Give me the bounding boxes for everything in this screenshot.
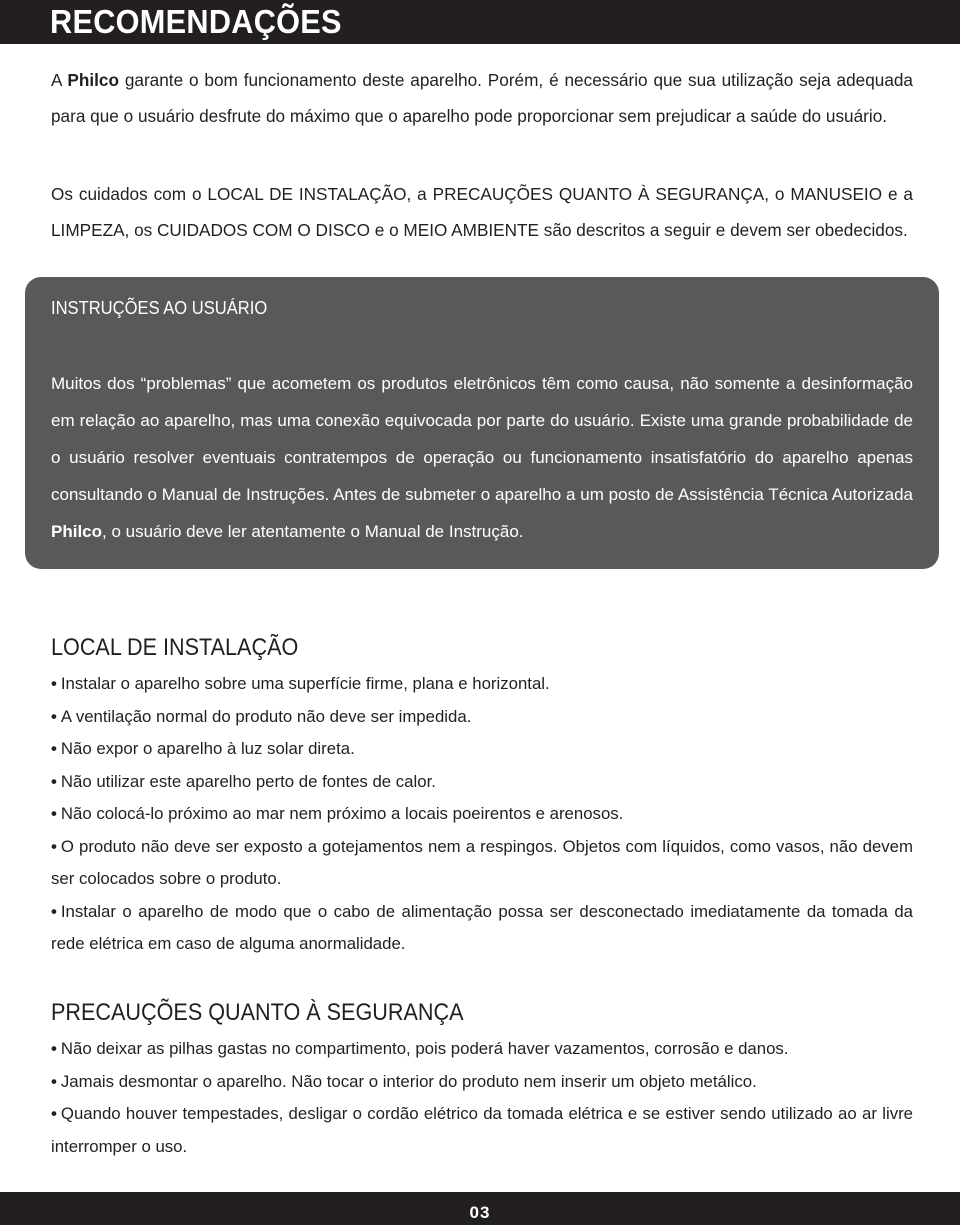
bullet-icon: •	[51, 836, 57, 856]
list-item-text: A ventilação normal do produto não deve ser impedida.	[60, 706, 472, 726]
list-item	[51, 701, 913, 734]
list-item-text: Quando houver tempestades, desligar o cordão elétrico da tomada elétrica e se estiver sendo utilizado ao ar livre interromper o uso.	[51, 1104, 913, 1156]
user-instructions-text	[51, 365, 913, 550]
bullet-icon: •	[51, 674, 57, 693]
page-title: RECOMENDAÇÕES	[50, 3, 342, 40]
brand-name: Philco	[51, 522, 103, 541]
user-instructions-title: INSTRUÇÕES AO USUÁRIO	[51, 298, 268, 318]
list-item-text: Não colocá-lo próximo ao mar nem próximo a locais poeirentos e arenosos.	[60, 804, 624, 823]
safety-list	[51, 1033, 913, 1163]
list-item	[51, 1066, 913, 1099]
installation-list	[51, 668, 913, 961]
bullet-icon: •	[51, 739, 57, 758]
bullet-icon: •	[51, 1071, 57, 1091]
bullet-icon: •	[51, 901, 57, 921]
list-item	[51, 798, 913, 831]
list-item	[51, 1098, 913, 1163]
list-item-text: Não expor o aparelho à luz solar direta.	[60, 739, 355, 758]
list-item-text: Jamais desmontar o aparelho. Não tocar o interior do produto nem inserir um objeto metálico.	[60, 1071, 757, 1091]
installation-title: LOCAL DE INSTALAÇÃO	[51, 634, 299, 661]
intro-text-start: A	[51, 70, 68, 90]
list-item-text: Instalar o aparelho de modo que o cabo de alimentação possa ser desconectado imediatamente da tomada da rede elétrica em caso de alguma anormalidade.	[51, 901, 913, 953]
list-item	[51, 766, 913, 799]
safety-title: PRECAUÇÕES QUANTO À SEGURANÇA	[51, 999, 464, 1026]
intro-paragraph-2: Os cuidados com o LOCAL DE INSTALAÇÃO, a PRECAUÇÕES QUANTO À SEGURANÇA, o MANUSEIO e a LIMPEZA, os CUIDADOS COM O DISCO e o MEIO AMBIENTE são descritos a seguir e devem ser obedecidos.	[51, 184, 913, 240]
bullet-icon: •	[51, 706, 57, 726]
list-item	[51, 1033, 913, 1066]
bullet-icon: •	[51, 1039, 57, 1058]
user-instructions-text-start: Muitos dos “problemas” que acometem os produtos eletrônicos têm como causa, não somente a desinformação em relação ao aparelho, mas uma conexão equivocada por parte do usuário. Existe uma grande probabilidade de o usuário resolver eventuais contratempos de operação ou funcionamento insatisfatório do aparelho apenas consultando o Manual de Instruções. Antes de submeter o aparelho a um posto de Assistência Técnica Autorizada	[51, 374, 913, 504]
bullet-icon: •	[51, 771, 57, 791]
intro-text-end: garante o bom funcionamento deste aparelho. Porém, é necessário que sua utilização seja adequada para que o usuário desfrute do máximo que o aparelho pode proporcionar sem prejudicar a saúde do usuário.	[51, 70, 913, 126]
bullet-icon: •	[51, 804, 57, 823]
list-item	[51, 896, 913, 961]
page-number: 03	[469, 1203, 491, 1222]
list-item-text: Não utilizar este aparelho perto de fontes de calor.	[60, 771, 436, 791]
list-item	[51, 733, 913, 766]
user-instructions-text-end: , o usuário deve ler atentamente o Manual de Instrução.	[102, 522, 524, 541]
bullet-icon: •	[51, 1104, 57, 1123]
intro-paragraph-1	[51, 62, 913, 134]
list-item-text: Não deixar as pilhas gastas no compartimento, pois poderá haver vazamentos, corrosão e danos.	[60, 1039, 789, 1058]
list-item-text: O produto não deve ser exposto a gotejamentos nem a respingos. Objetos com líquidos, como vasos, não devem ser colocados sobre o produto.	[51, 836, 913, 888]
list-item	[51, 831, 913, 896]
brand-name: Philco	[67, 70, 119, 90]
list-item-text: Instalar o aparelho sobre uma superfície firme, plana e horizontal.	[60, 674, 550, 693]
list-item	[51, 668, 913, 701]
